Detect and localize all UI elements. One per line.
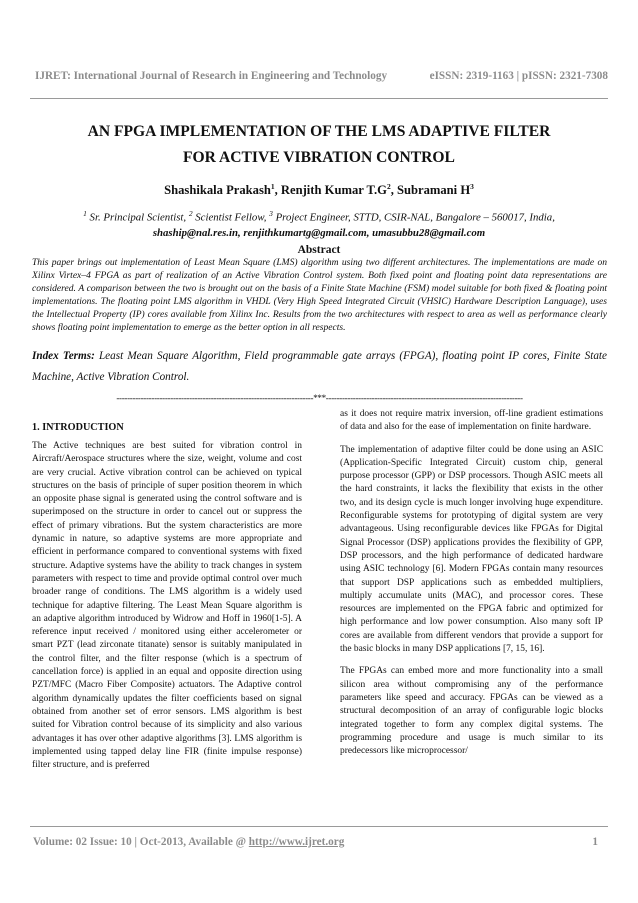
header-rule	[30, 98, 608, 99]
footer-volume: Volume: 02 Issue: 10 | Oct-2013, Available @ http://www.ijret.org	[33, 836, 345, 848]
author-1: Shashikala Prakash$^1$,	[164, 182, 281, 198]
author-emails: shaship@nal.res.in, renjithkumartg@gmail.com, umasubbu28@gmail.com	[152, 226, 486, 239]
journal-name: IJRET: International Journal of Research in Engineering and Technology	[35, 70, 388, 82]
abstract-heading: Abstract	[297, 244, 341, 256]
footer-rule	[30, 826, 608, 827]
author-2: Renjith Kumar $T.G^2$,	[280, 182, 397, 198]
left-column	[32, 421, 302, 781]
body-paragraph: The FPGAs can embed more and more functionality into a small silicon area without compromising any of the performance parameters like speed and accuracy. FPGAs can be viewed as a structural decomposition of an array of configurable logic blocks integrated together to form any complex digital systems. The programming procedure and usage is much similar to its predecessors like microprocessor/	[340, 666, 603, 757]
title-line-2: FOR ACTIVE VIBRATION CONTROL	[183, 149, 455, 166]
author-3: Subramani $H^3$	[396, 182, 474, 198]
affiliation-line: $^1$ Sr. Principal Scientist, $^2$ Scientist Fellow, $^3$ Project Engineer, STTD, CSIR-NAL, Bangalore – 560017, India,	[83, 209, 555, 224]
body-paragraph: The implementation of adaptive filter could be done using an ASIC (Application-Specific Integrated Circuit) custom chip, general purpose processor (GPP) or DSP processors. Though ASIC meets all the hard constraints, it lacks the flexibility that exists in the other two, and its design cycle is much longer involving huge expenditure. Reconfigurable systems for prototyping of digital system are very advantageous. Using reconfigurable devices like FPGAs for Digital Signal Processor (DSP) applications provides the flexibility of GPP, DSP processors, and the high performance of dedicated hardware using ASIC technology [6]. Modern FPGAs contain many resources that support DSP applications such as embedded multipliers, multiply accumulate units (MAC), and processor cores. These resources are implemented on the FPGA fabric and optimized for high performance and low power consumption. Also many soft IP cores are available from different vendors that provide a support for the basic blocks in many DSP applications [7, 15, 16].	[340, 444, 603, 655]
author-list	[30, 182, 608, 198]
running-footer	[33, 836, 598, 848]
section-divider: -------------------------------------------------------------------------***-------------------------------------------------------------------------	[116, 393, 523, 403]
right-column	[340, 408, 603, 767]
index-terms-label: Index Terms:	[32, 350, 95, 362]
journal-link[interactable]: http://www.ijret.org	[248, 836, 345, 848]
body-paragraph: The Active techniques are best suited for vibration control in Aircraft/Aerospace structures where the size, weight, volume and cost are very crucial. Active vibration control can be achieved on typical structures on the basis of principle of super position theorem in which an opposite phase signal is generated using the control software and is superimposed on the structure in order to cancel out or suppress the effect of primary vibrations. But the system characteristics are more dynamic in nature, so adaptive systems are more appropriate and efficient in performance compared to conventional systems with fixed structure. Adaptive systems have the ability to track changes in system parameters with respect to time and provide optimal control over much broader range of conditions. The LMS algorithm is a widely used technique for adaptive filtering. The Least Mean Square algorithm is an adaptive algorithm introduced by Widrow and Hoff in 1960[1-5]. A reference input received / monitored using either accelerometer or smart PZT (lead zirconate titanate) sensor is suitably manipulated in the control filter, and the filter response (which is a spectrum of cancellation force) is applied in an equal and opposite direction using PZT/MFC (Macro Fiber Composite) actuators. The Adaptive control algorithm dynamically updates the filter coefficients based on signal obtained from another set of error sensors. LMS algorithm is best suited for Vibration control because of its simplicity and also various advantages it has over other adaptive algorithms [3]. LMS algorithm is implemented using tapped delay line FIR (finite impulse response) filter structure, and is preferred	[32, 441, 302, 771]
abstract-text: This paper brings out implementation of Least Mean Square (LMS) algorithm using two different architectures. The implementations are made on Xilinx Virtex–4 FPGA as part of realization of an Active Vibration Control system. Both fixed point and floating point data representations are considered. A comparison between the two is brought out on the basis of a Finite State Machine (FSM) model suitable for both fixed & floating point implementations. The floating point LMS algorithm in VHDL (Very High Speed Integrated Circuit (VHSIC) Hardware Description Language), uses the Intellectual Property (IP) cores available from Xilinx Inc. Results from the two architectures with respect to area as well as performance clearly shows floating point implementation to emerge as the better option in all respects.	[32, 257, 607, 334]
index-terms	[32, 346, 607, 388]
affiliations	[30, 206, 608, 241]
issn-text: eISSN: 2319-1163 | pISSN: 2321-7308	[429, 70, 608, 82]
paper-title	[30, 119, 608, 171]
page-number: 1	[592, 836, 598, 848]
running-header	[35, 70, 608, 82]
index-terms-text: Least Mean Square Algorithm, Field programmable gate arrays (FPGA), floating point IP cores, Finite State Machine, Active Vibration Control.	[32, 350, 607, 383]
body-paragraph: as it does not require matrix inversion, off-line gradient estimations of data and also for the ease of implementation on finite hardware.	[340, 409, 603, 433]
title-line-1: AN FPGA IMPLEMENTATION OF THE LMS ADAPTIVE FILTER	[87, 123, 551, 140]
section-heading: 1. INTRODUCTION	[32, 422, 124, 433]
